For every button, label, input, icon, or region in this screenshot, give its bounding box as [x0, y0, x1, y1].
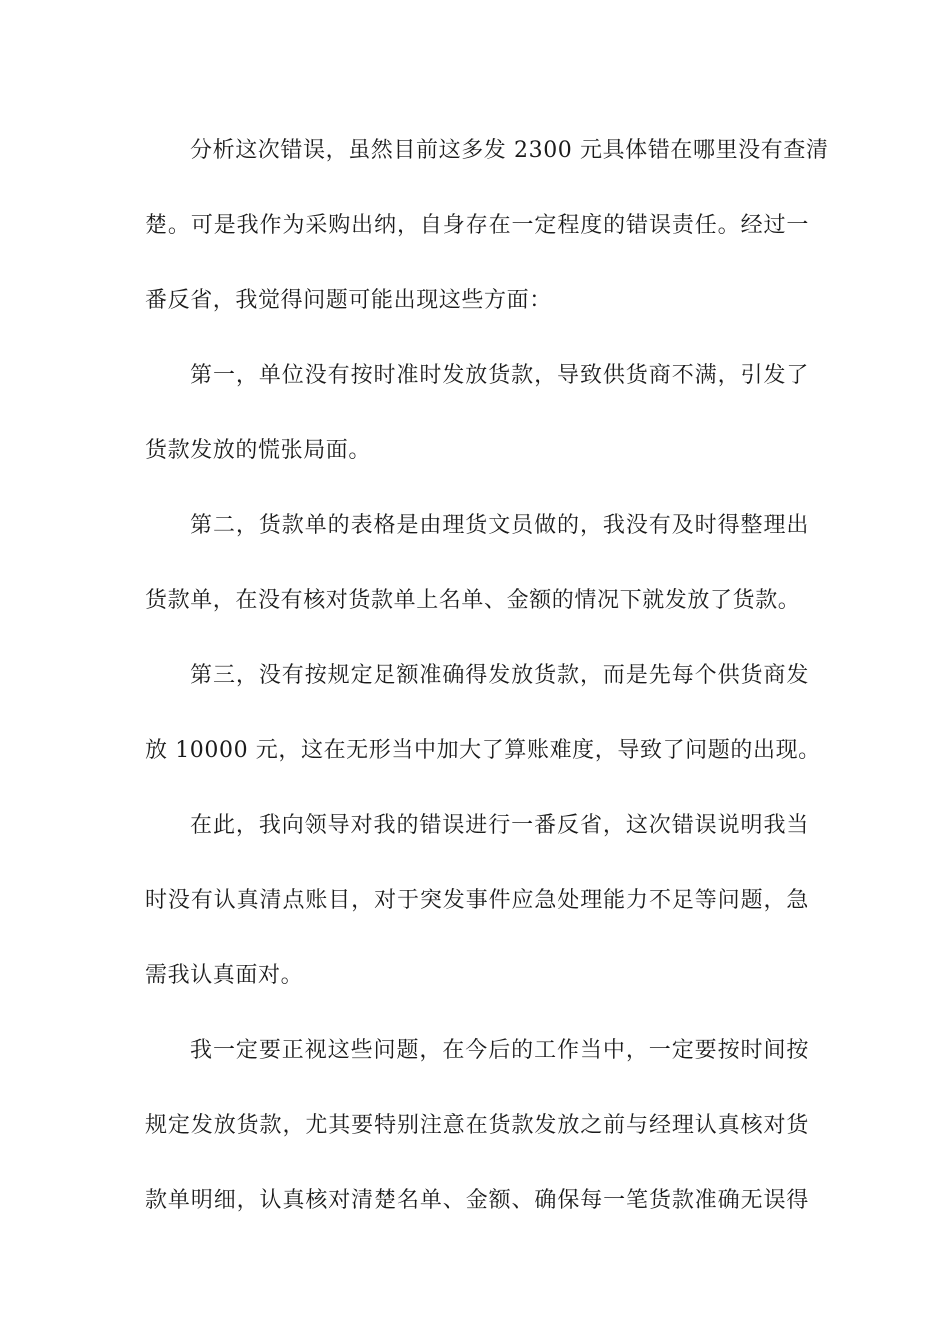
paragraph-6-line-3: 款单明细，认真核对清楚名单、金额、确保每一笔货款准确无误得: [145, 1188, 809, 1213]
paragraph-2-line-1: 第一，单位没有按时准时发放货款，导致供货商不满，引发了: [190, 363, 809, 388]
paragraph-5-line-3: 需我认真面对。: [145, 963, 304, 988]
paragraph-5-line-2: 时没有认真清点账目，对于突发事件应急处理能力不足等问题，急: [145, 888, 809, 913]
paragraph-4-line-2: 放 10000 元，这在无形当中加大了算账难度，导致了问题的出现。: [145, 738, 821, 763]
paragraph-1-line-2: 楚。可是我作为采购出纳，自身存在一定程度的错误责任。经过一: [145, 213, 809, 238]
paragraph-6-line-2: 规定发放货款，尤其要特别注意在货款发放之前与经理认真核对货: [145, 1113, 809, 1138]
paragraph-2-line-2: 货款发放的慌张局面。: [145, 438, 372, 463]
paragraph-3-line-2: 货款单，在没有核对货款单上名单、金额的情况下就发放了货款。: [145, 588, 801, 613]
paragraph-5-line-1: 在此，我向领导对我的错误进行一番反省，这次错误说明我当: [190, 813, 809, 838]
paragraph-4-line-1: 第三，没有按规定足额准确得发放货款，而是先每个供货商发: [190, 663, 809, 688]
paragraph-3-line-1: 第二，货款单的表格是由理货文员做的，我没有及时得整理出: [190, 513, 809, 538]
paragraph-1-line-1: 分析这次错误，虽然目前这多发 2300 元具体错在哪里没有查清: [190, 138, 829, 163]
paragraph-6-line-1: 我一定要正视这些问题，在今后的工作当中，一定要按时间按: [190, 1038, 809, 1063]
paragraph-1-line-3: 番反省，我觉得问题可能出现这些方面：: [145, 288, 552, 313]
